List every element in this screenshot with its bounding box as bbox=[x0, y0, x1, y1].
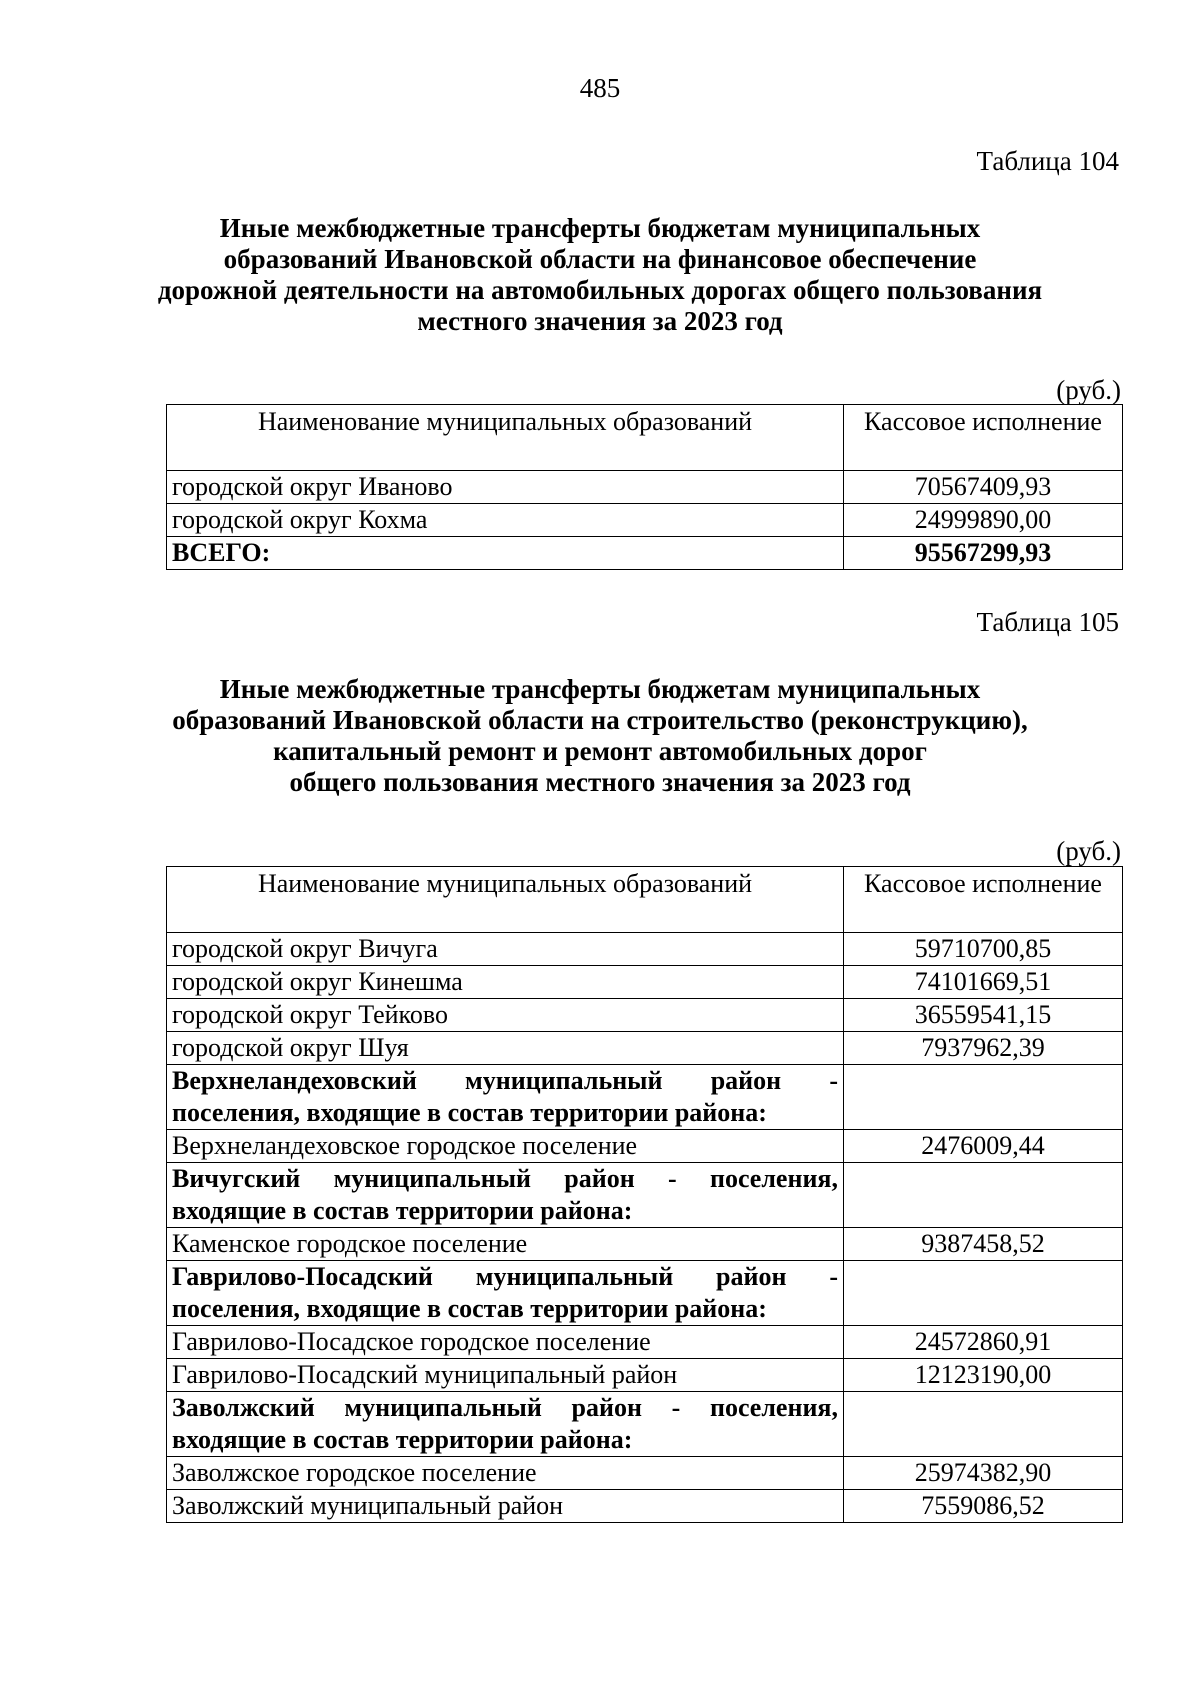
table-row bbox=[167, 1032, 1123, 1065]
table-104-label: Таблица 104 bbox=[976, 146, 1119, 176]
column-header-amount: Кассовое исполнение bbox=[844, 405, 1123, 471]
cell-amount: 24999890,00 bbox=[844, 504, 1123, 537]
table-105-title-line: Иные межбюджетные трансферты бюджетам муниципальных bbox=[219, 674, 981, 704]
table-104-title-line: Иные межбюджетные трансферты бюджетам муниципальных bbox=[219, 213, 981, 243]
cell-amount: 9387458,52 bbox=[844, 1228, 1123, 1261]
cell-amount: 36559541,15 bbox=[844, 999, 1123, 1032]
cell-amount: 24572860,91 bbox=[844, 1326, 1123, 1359]
group-row bbox=[167, 1392, 1123, 1457]
column-header-name: Наименование муниципальных образований bbox=[167, 405, 844, 471]
group-name: Вичугский муниципальный район - поселения, входящие в состав территории района: bbox=[167, 1163, 844, 1228]
table-row bbox=[167, 504, 1123, 537]
table-105-title-line: образований Ивановской области на строительство (реконструкцию), bbox=[172, 705, 1028, 735]
table-104 bbox=[166, 404, 1123, 570]
cell-amount: 12123190,00 bbox=[844, 1359, 1123, 1392]
cell-name: Заволжский муниципальный район bbox=[167, 1490, 844, 1523]
table-row bbox=[167, 1326, 1123, 1359]
table-104-title bbox=[120, 213, 1080, 337]
cell-name: городской округ Кохма bbox=[167, 504, 844, 537]
cell-amount: 74101669,51 bbox=[844, 966, 1123, 999]
cell-name: Заволжское городское поселение bbox=[167, 1457, 844, 1490]
cell-amount bbox=[844, 1261, 1123, 1326]
group-name: Заволжский муниципальный район - поселения, входящие в состав территории района: bbox=[167, 1392, 844, 1457]
cell-amount bbox=[844, 1392, 1123, 1457]
table-105 bbox=[166, 866, 1123, 1523]
page-number: 485 bbox=[579, 73, 621, 103]
cell-name: городской округ Тейково bbox=[167, 999, 844, 1032]
table-105-label: Таблица 105 bbox=[976, 607, 1119, 637]
table-row bbox=[167, 1490, 1123, 1523]
cell-name: городской округ Шуя bbox=[167, 1032, 844, 1065]
table-row bbox=[167, 966, 1123, 999]
group-row bbox=[167, 1065, 1123, 1130]
table-row bbox=[167, 1457, 1123, 1490]
table-104-title-line: образований Ивановской области на финансовое обеспечение bbox=[223, 244, 977, 274]
cell-name: Гаврилово-Посадское городское поселение bbox=[167, 1326, 844, 1359]
table-104-title-line: местного значения за 2023 год bbox=[417, 306, 783, 336]
table-105-title-line: общего пользования местного значения за 2023 год bbox=[289, 767, 911, 797]
cell-name: Гаврилово-Посадский муниципальный район bbox=[167, 1359, 844, 1392]
table-header-row bbox=[167, 405, 1123, 471]
group-name: Верхнеландеховский муниципальный район - поселения, входящие в состав территории района: bbox=[167, 1065, 844, 1130]
table-header-row bbox=[167, 867, 1123, 933]
group-row bbox=[167, 1163, 1123, 1228]
cell-amount: 59710700,85 bbox=[844, 933, 1123, 966]
table-105-title bbox=[120, 674, 1080, 798]
cell-amount: 25974382,90 bbox=[844, 1457, 1123, 1490]
table-104-title-line: дорожной деятельности на автомобильных дорогах общего пользования bbox=[157, 275, 1043, 305]
cell-name: городской округ Кинешма bbox=[167, 966, 844, 999]
cell-amount: 70567409,93 bbox=[844, 471, 1123, 504]
cell-name: Каменское городское поселение bbox=[167, 1228, 844, 1261]
cell-name: Верхнеландеховское городское поселение bbox=[167, 1130, 844, 1163]
table-105-unit: (руб.) bbox=[1056, 836, 1121, 866]
cell-name: городской округ Вичуга bbox=[167, 933, 844, 966]
table-row bbox=[167, 933, 1123, 966]
table-row bbox=[167, 1228, 1123, 1261]
column-header-name: Наименование муниципальных образований bbox=[167, 867, 844, 933]
table-105-title-line: капитальный ремонт и ремонт автомобильных дорог bbox=[273, 736, 927, 766]
table-row bbox=[167, 471, 1123, 504]
total-amount: 95567299,93 bbox=[844, 537, 1123, 570]
table-row bbox=[167, 999, 1123, 1032]
cell-amount: 7559086,52 bbox=[844, 1490, 1123, 1523]
cell-amount bbox=[844, 1163, 1123, 1228]
cell-name: городской округ Иваново bbox=[167, 471, 844, 504]
column-header-amount: Кассовое исполнение bbox=[844, 867, 1123, 933]
table-104-unit: (руб.) bbox=[1056, 375, 1121, 405]
table-row bbox=[167, 1359, 1123, 1392]
cell-amount: 7937962,39 bbox=[844, 1032, 1123, 1065]
cell-amount: 2476009,44 bbox=[844, 1130, 1123, 1163]
table-row bbox=[167, 1130, 1123, 1163]
group-name: Гаврилово-Посадский муниципальный район - поселения, входящие в состав территории района: bbox=[167, 1261, 844, 1326]
total-label: ВСЕГО: bbox=[167, 537, 844, 570]
group-row bbox=[167, 1261, 1123, 1326]
cell-amount bbox=[844, 1065, 1123, 1130]
total-row bbox=[167, 537, 1123, 570]
